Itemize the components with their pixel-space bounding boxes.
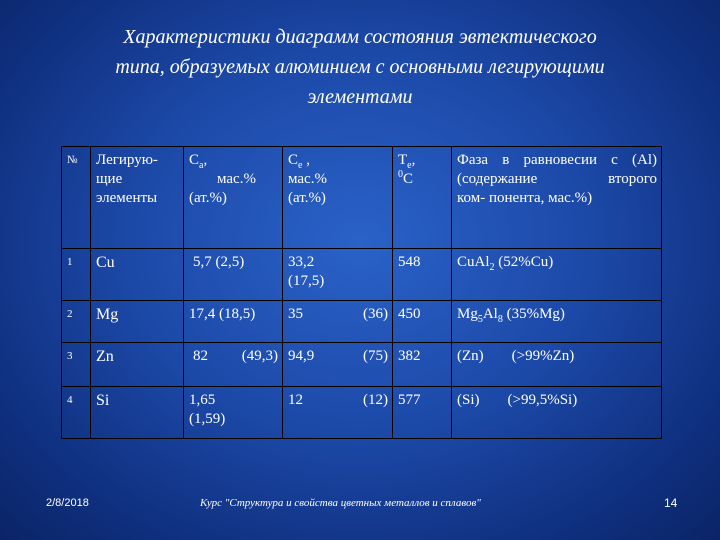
footer-date: 2/8/2018 <box>46 497 89 509</box>
row-element: Si <box>91 387 184 439</box>
row-ca <box>184 387 283 439</box>
header-te-main: Т <box>398 152 408 168</box>
row-ca: 17,4 (18,5) <box>184 301 283 343</box>
row-element: Zn <box>91 343 184 387</box>
header-element <box>91 147 184 249</box>
row-ce <box>283 343 393 387</box>
row-phase-b: (35%Mg) <box>502 306 565 322</box>
row-phase-a: CuAl <box>457 254 490 270</box>
title-line-3: элементами <box>307 86 413 108</box>
table-row <box>62 249 662 301</box>
header-phase-l2: (содержание второго <box>457 171 657 187</box>
row-ce-b: (36) <box>363 306 388 322</box>
row-phase-a: Mg <box>457 306 478 322</box>
header-ce-comma: , <box>302 152 310 168</box>
row-phase <box>452 249 662 301</box>
header-ce <box>283 147 393 249</box>
row-element: Cu <box>91 249 184 301</box>
header-te-sup: 0 <box>398 169 403 180</box>
title-line-1: Характеристики диаграмм состояния эвтектического <box>123 26 597 48</box>
row-te: 548 <box>393 249 452 301</box>
row-ca-l2: (1,59) <box>189 411 226 427</box>
row-ce-l2: (17,5) <box>288 273 325 289</box>
header-phase-l3: ком- понента, мас.%) <box>457 190 593 206</box>
row-phase-b: (>99%Zn) <box>511 348 575 364</box>
row-ce-a: 12 <box>288 392 303 408</box>
footer-page-number: 14 <box>664 496 678 510</box>
row-phase-mid: Al <box>482 306 498 322</box>
header-ce-main: С <box>288 152 299 168</box>
row-num: 1 <box>62 249 91 301</box>
header-te-comma: , <box>411 152 416 168</box>
table-row <box>62 343 662 387</box>
title-line-2: типа, образуемых алюминием с основными легирующими <box>115 56 605 78</box>
header-phase-l1: Фаза в равновесии с (Al) <box>457 152 657 168</box>
slide-title <box>20 22 700 112</box>
row-phase-a: (Si) <box>457 392 480 408</box>
row-phase-sub2: 8 <box>497 314 503 325</box>
row-ca-a: 82 <box>193 348 208 364</box>
row-ce <box>283 387 393 439</box>
header-ce-l3: (ат.%) <box>288 190 326 206</box>
header-element-l3: элементы <box>96 190 158 206</box>
row-ce-a: 35 <box>288 306 303 322</box>
header-ca <box>184 147 283 249</box>
header-num: № <box>62 147 91 249</box>
row-ce <box>283 301 393 343</box>
header-ca-l2: мас.% <box>217 171 256 187</box>
header-ca-main: С <box>189 152 200 168</box>
row-ca-l1: 1,65 <box>189 392 216 408</box>
table-row <box>62 301 662 343</box>
row-ce-a: 94,9 <box>288 348 315 364</box>
header-element-l1: Легирую- <box>96 152 158 168</box>
row-ca-b: (49,3) <box>241 348 278 364</box>
header-ca-l3: (ат.%) <box>189 190 227 206</box>
row-te: 577 <box>393 387 452 439</box>
row-phase-b: (52%Cu) <box>494 254 554 270</box>
row-num: 2 <box>62 301 91 343</box>
row-element: Mg <box>91 301 184 343</box>
header-te-unit: С <box>403 171 414 187</box>
row-ce-b: (12) <box>363 392 388 408</box>
header-te-sub: е <box>407 160 412 171</box>
eutectic-table <box>61 146 662 439</box>
row-phase <box>452 301 662 343</box>
table-header-row <box>62 147 662 249</box>
header-ce-l2: мас.% <box>288 171 327 187</box>
row-phase-sub1: 5 <box>477 314 483 325</box>
header-ca-comma: , <box>203 152 208 168</box>
row-ca <box>184 343 283 387</box>
row-num: 3 <box>62 343 91 387</box>
header-ce-sub: е <box>298 160 303 171</box>
row-phase <box>452 343 662 387</box>
row-ce-l1: 33,2 <box>288 254 315 270</box>
header-phase <box>452 147 662 249</box>
row-ce-b: (75) <box>363 348 388 364</box>
row-phase-b: (>99,5%Si) <box>507 392 578 408</box>
header-element-l2: щие <box>96 171 123 187</box>
row-ca <box>184 249 283 301</box>
row-num: 4 <box>62 387 91 439</box>
row-ca-value: 5,7 (2,5) <box>193 254 245 270</box>
row-phase <box>452 387 662 439</box>
header-te <box>393 147 452 249</box>
header-ca-sub: а <box>199 160 204 171</box>
row-ce <box>283 249 393 301</box>
row-te: 382 <box>393 343 452 387</box>
row-te: 450 <box>393 301 452 343</box>
table-row <box>62 387 662 439</box>
footer-course: Курс "Структура и свойства цветных металлов и сплавов" <box>200 497 481 509</box>
row-phase-a: (Zn) <box>457 348 484 364</box>
row-phase-sub: 2 <box>489 262 495 273</box>
